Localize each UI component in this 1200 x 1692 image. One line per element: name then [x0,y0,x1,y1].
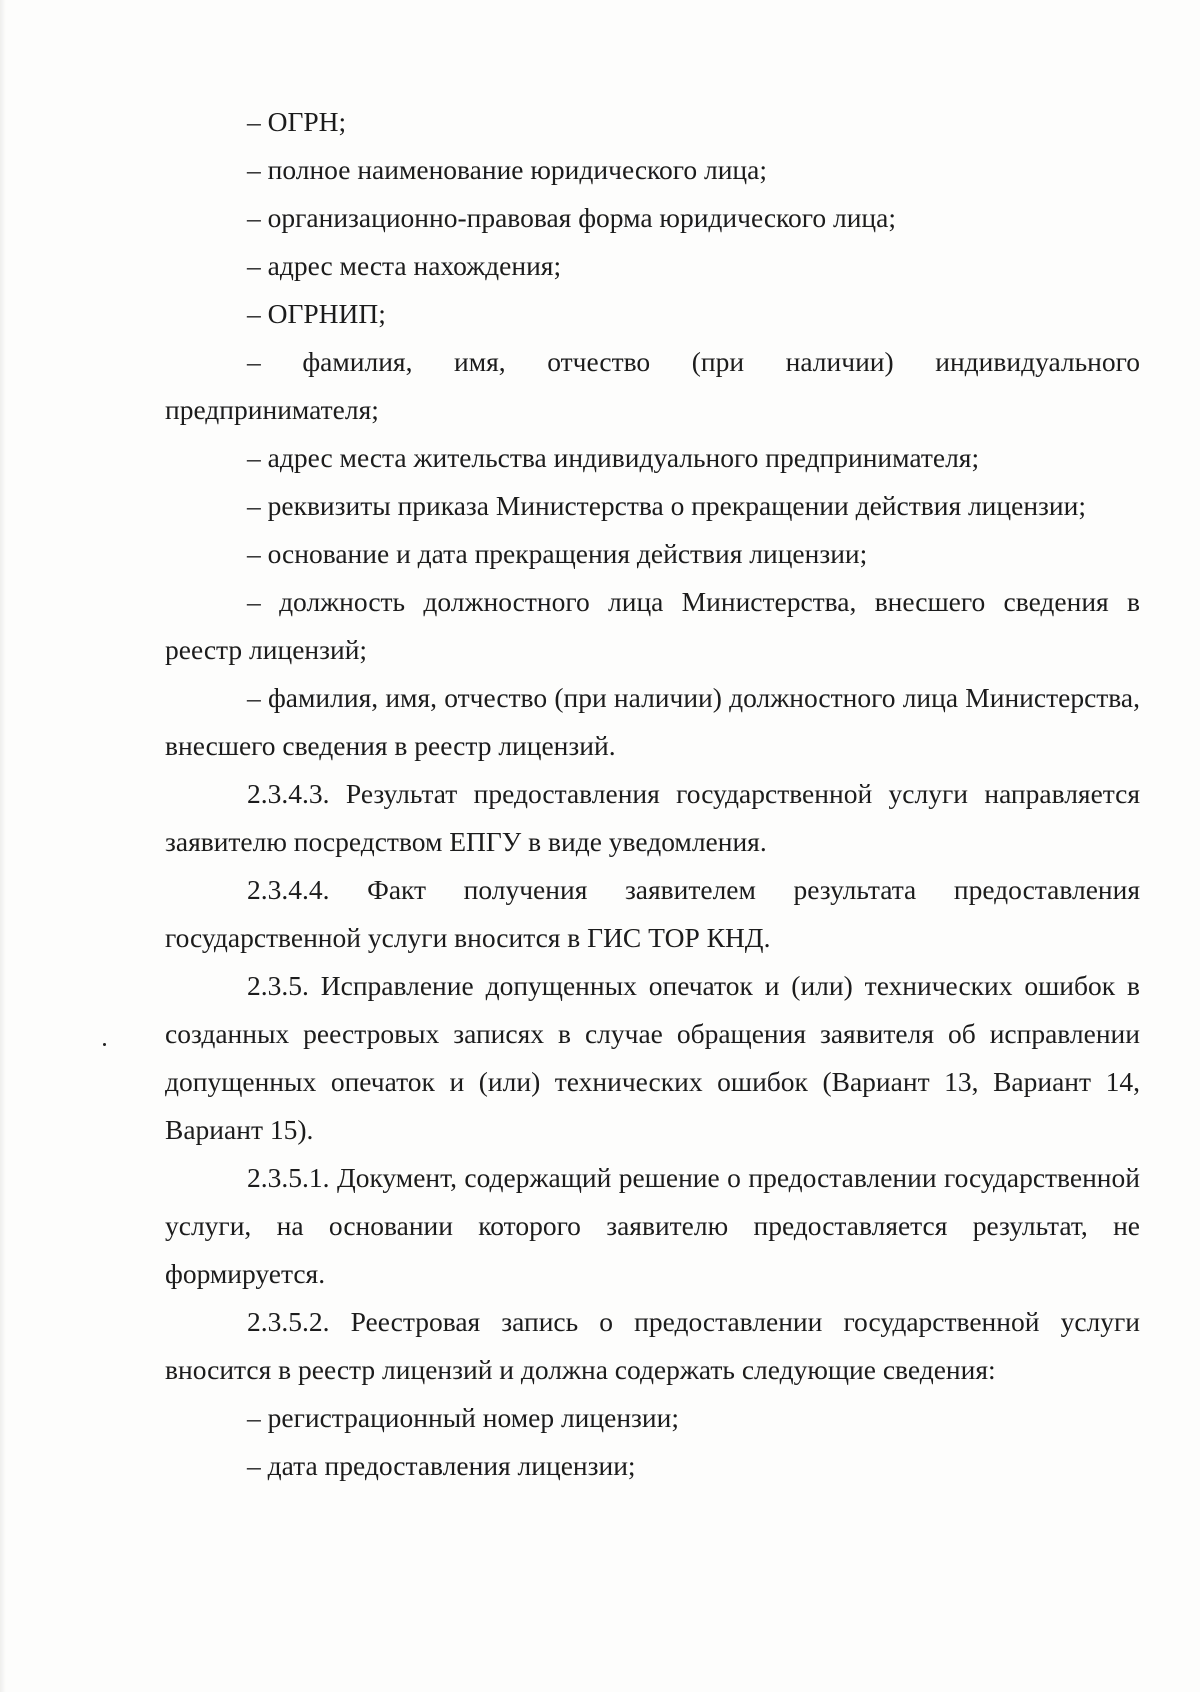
list-item: – фамилия, имя, отчество (при наличии) индивидуального предпринимателя; [165,346,1140,425]
paragraph: 2.3.5.2. Реестровая запись о предоставлении государственной услуги вносится в реестр лицензий и должна содержать следующие сведения: [165,1306,1140,1385]
paragraph: 2.3.5. Исправление допущенных опечаток и (или) технических ошибок в созданных реестровых записях в случае обращения заявителя об исправлении допущенных опечаток и (или) технических ошибок (Вариант 13, Вариант 14, Вариант 15). [165,970,1140,1145]
document-body [165,98,1140,1490]
list-item: – фамилия, имя, отчество (при наличии) должностного лица Министерства, внесшего сведения в реестр лицензий. [165,682,1140,761]
scan-speck [103,1043,106,1046]
paragraph: 2.3.5.1. Документ, содержащий решение о предоставлении государственной услуги, на основании которого заявителю предоставляется результат, не формируется. [165,1162,1140,1289]
list-item: – полное наименование юридического лица; [247,154,767,185]
list-item: – дата предоставления лицензии; [247,1450,636,1481]
list-item: – реквизиты приказа Министерства о прекращении действия лицензии; [247,490,1086,521]
paragraph: 2.3.4.4. Факт получения заявителем результата предоставления государственной услуги вносится в ГИС ТОР КНД. [165,874,1140,953]
list-item: – ОГРН; [247,106,347,137]
list-item: – ОГРНИП; [247,298,386,329]
list-item: – организационно-правовая форма юридического лица; [247,202,896,233]
list-item: – основание и дата прекращения действия лицензии; [247,538,868,569]
paragraph: 2.3.4.3. Результат предоставления государственной услуги направляется заявителю посредством ЕПГУ в виде уведомления. [165,778,1140,857]
list-item: – адрес места нахождения; [247,250,562,281]
list-item: – регистрационный номер лицензии; [247,1402,679,1433]
scan-edge-shadow [0,0,6,1692]
list-item: – должность должностного лица Министерства, внесшего сведения в реестр лицензий; [165,586,1140,665]
list-item: – адрес места жительства индивидуального предпринимателя; [247,442,980,473]
